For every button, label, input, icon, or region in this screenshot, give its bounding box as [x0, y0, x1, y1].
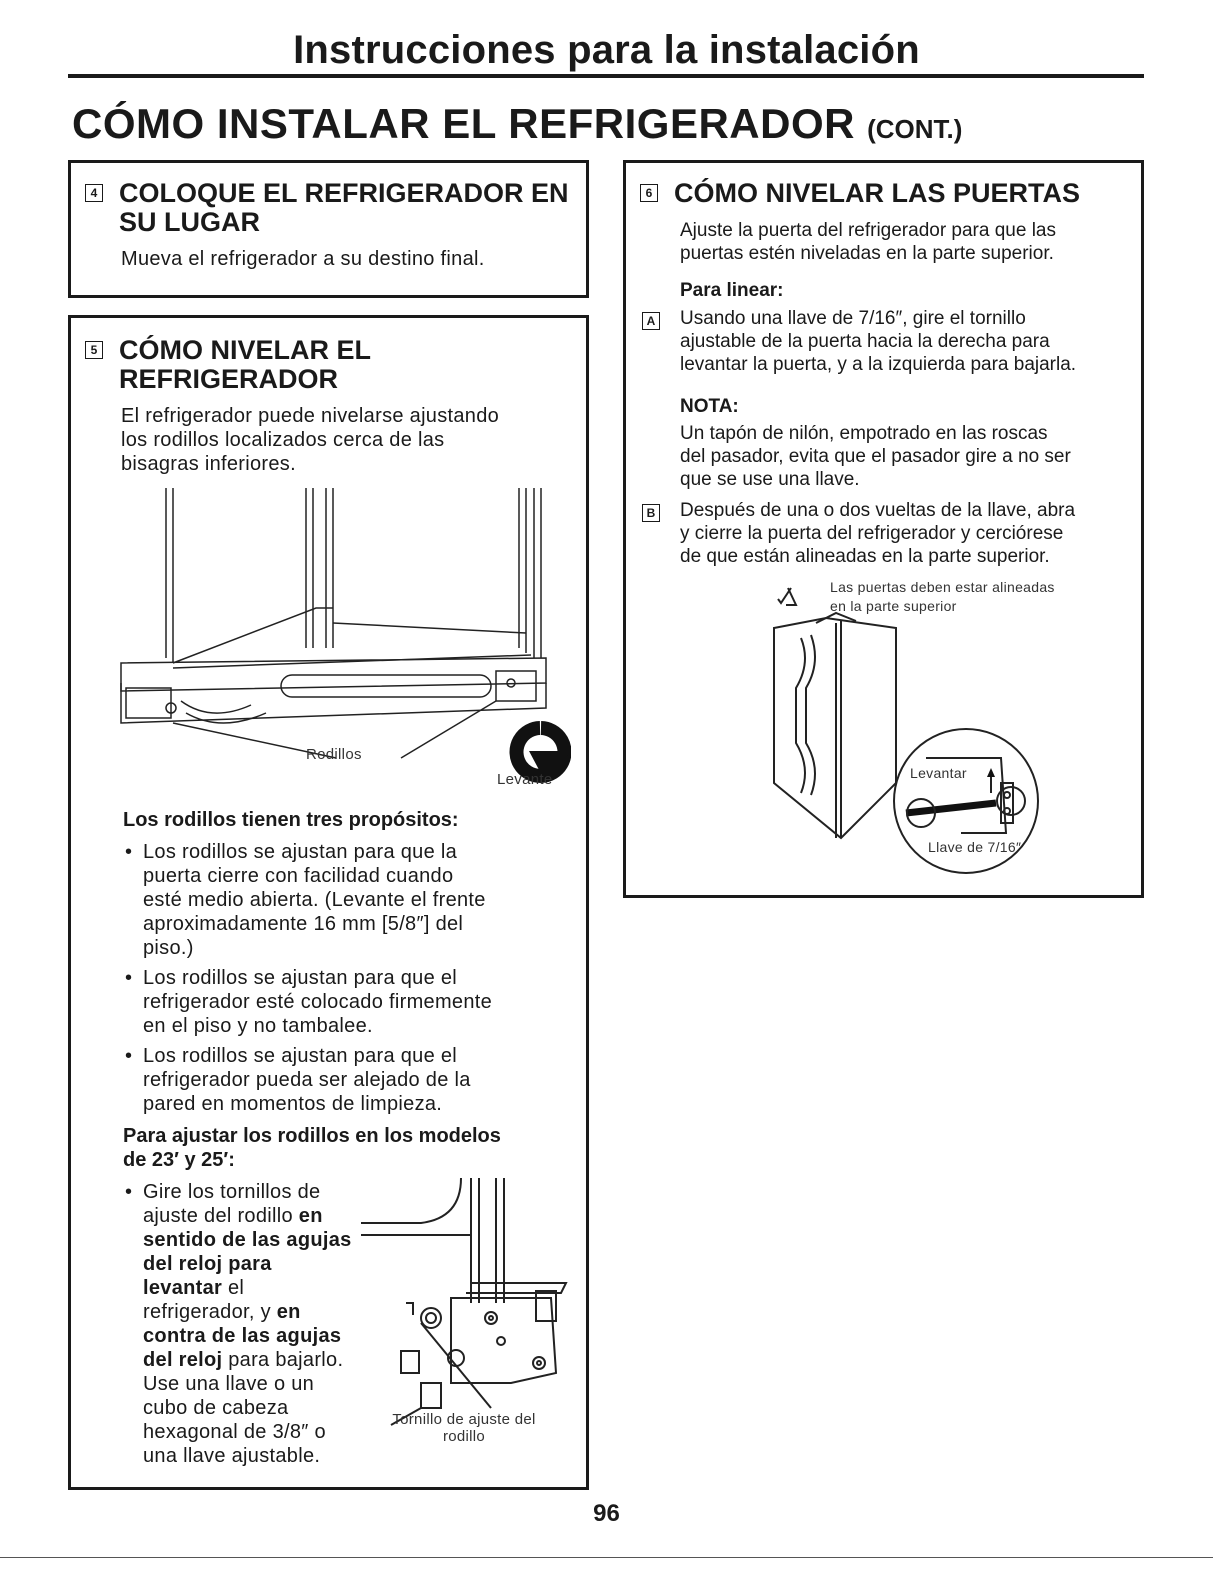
- adjust-l5b: el: [227, 1277, 245, 1299]
- bullet-1-line3: esté medio abierta. (Levante el frente: [143, 889, 486, 911]
- step-6-b-line2: y cierre la puerta del refrigerador y cerciórese: [680, 523, 1064, 544]
- section-title-text: CÓMO INSTALAR EL REFRIGERADOR: [72, 100, 855, 147]
- step-5-intro-line2: los rodillos localizados cerca de las: [121, 429, 445, 451]
- adjust-l3: sentido de las agujas: [143, 1229, 352, 1251]
- adjust-heading-line1: Para ajustar los rodillos en los modelos: [123, 1125, 501, 1147]
- lift-caption: Levante: [497, 771, 553, 788]
- step-4-title-line1: COLOQUE EL REFRIGERADOR EN: [119, 178, 569, 208]
- step-6-a-text: [680, 307, 1076, 376]
- step-4-box: [68, 160, 589, 298]
- aligned-caption-line2: en la parte superior: [830, 598, 957, 614]
- step-6-intro-line1: Ajuste la puerta del refrigerador para que las: [680, 220, 1057, 241]
- bullet-2-line2: refrigerador esté colocado firmemente: [143, 991, 493, 1013]
- bullet-3-line3: pared en momentos de limpieza.: [143, 1093, 443, 1115]
- list-item: [123, 840, 563, 960]
- step-5-intro-line3: bisagras inferiores.: [121, 453, 296, 475]
- step-6-a-line1: Usando una llave de 7/16″, gire el tornillo: [680, 308, 1026, 329]
- adjust-l2: ajuste del rodillo: [143, 1205, 293, 1227]
- step-4-number: 4: [85, 184, 103, 202]
- adjust-l7: contra de las agujas: [143, 1325, 342, 1347]
- roller-screw-illustration: [351, 1173, 576, 1433]
- step-6-b-text: [680, 499, 1075, 568]
- section-title-suffix: (CONT.): [867, 114, 963, 144]
- bullet-1-line4: aproximadamente 16 mm [5/8″] del: [143, 913, 464, 935]
- screw-caption-line2: rodillo: [442, 1428, 486, 1445]
- bullet-1-line5: piso.): [143, 937, 194, 959]
- bullet-1-line2: puerta cierre con facilidad cuando: [143, 865, 454, 887]
- marker-a: A: [642, 312, 660, 330]
- page-header-title: Instrucciones para la instalación: [293, 28, 920, 72]
- list-item: [123, 1180, 383, 1468]
- adjust-l8a: del reloj: [143, 1349, 223, 1371]
- adjust-l10: cubo de cabeza: [143, 1397, 289, 1419]
- page-number: 96: [593, 1500, 620, 1527]
- note-line1: Un tapón de nilón, empotrado en las roscas: [680, 423, 1048, 444]
- purposes-heading: Los rodillos tienen tres propósitos:: [123, 809, 459, 831]
- adjust-l8b: para bajarlo.: [228, 1349, 344, 1371]
- aligned-caption-line1: Las puertas deben estar alineadas: [830, 579, 1055, 595]
- rollers-caption: Rodillos: [306, 746, 362, 763]
- note-heading: NOTA:: [680, 396, 739, 417]
- adjust-l1: Gire los tornillos de: [143, 1181, 321, 1203]
- bullet-3-line2: refrigerador pueda ser alejado de la: [143, 1069, 471, 1091]
- adjust-heading-line2: de 23′ y 25′:: [123, 1149, 235, 1171]
- note-line3: que se use una llave.: [680, 469, 860, 490]
- step-6-a-line2: ajustable de la puerta hacia la derecha para: [680, 331, 1050, 352]
- step-6-intro-line2: puertas estén niveladas en la parte superior.: [680, 243, 1054, 264]
- step-4-title: [85, 179, 569, 237]
- screw-caption: [374, 1411, 554, 1445]
- bullet-1-line1: • Los rodillos se ajustan para que la: [143, 841, 458, 863]
- align-heading: Para linear:: [680, 280, 784, 301]
- raise-caption: Levantar: [910, 765, 967, 781]
- step-6-b-line3: de que están alineadas en la parte superior.: [680, 546, 1050, 567]
- adjust-l12: una llave ajustable.: [143, 1445, 321, 1467]
- wrench-caption: Llave de 7/16″: [928, 839, 1022, 855]
- step-5-intro-line1: El refrigerador puede nivelarse ajustando: [121, 405, 500, 427]
- roller-illustration: [101, 483, 571, 783]
- adjust-l11: hexagonal de 3/8″ o: [143, 1421, 326, 1443]
- bullet-2-line3: en el piso y no tambalee.: [143, 1015, 373, 1037]
- marker-b: B: [642, 504, 660, 522]
- step-6-box: [623, 160, 1144, 898]
- step-6-a-line3: levantar la puerta, y a la izquierda para bajarla.: [680, 354, 1077, 375]
- adjust-l9: Use una llave o un: [143, 1373, 315, 1395]
- step-4-title-line2: SU LUGAR: [119, 207, 260, 237]
- adjust-l6b: en: [276, 1301, 301, 1323]
- door-alignment-illustration: [756, 583, 1046, 883]
- step-5-title-line2: REFRIGERADOR: [119, 364, 339, 394]
- adjust-list: [123, 1180, 383, 1474]
- step-6-number: 6: [640, 184, 658, 202]
- adjust-l4: del reloj para: [143, 1253, 272, 1275]
- bullet-2-line1: • Los rodillos se ajustan para que el: [143, 967, 458, 989]
- list-item: [123, 966, 563, 1038]
- screw-caption-line1: Tornillo de ajuste del: [392, 1411, 536, 1428]
- adjust-l5: levantar: [143, 1277, 223, 1299]
- section-title: [72, 100, 962, 148]
- step-5-title-line1: CÓMO NIVELAR EL: [119, 335, 372, 365]
- step-5-intro: [121, 404, 499, 476]
- step-5-number: 5: [85, 341, 103, 359]
- step-6-intro: [680, 219, 1056, 265]
- adjust-heading: [123, 1124, 501, 1172]
- step-6-b-line1: Después de una o dos vueltas de la llave, abra: [680, 500, 1076, 521]
- note-line2: del pasador, evita que el pasador gire a no ser: [680, 446, 1071, 467]
- note-text: [680, 422, 1071, 491]
- adjust-l2b: en: [298, 1205, 323, 1227]
- footer-rule: [0, 1557, 1213, 1558]
- step-4-body: Mueva el refrigerador a su destino final.: [121, 248, 485, 270]
- step-5-box: [68, 315, 589, 1490]
- step-6-title: [640, 179, 1080, 208]
- bullet-3-line1: • Los rodillos se ajustan para que el: [143, 1045, 458, 1067]
- step-5-title: [85, 336, 371, 394]
- header-rule: [68, 74, 1144, 78]
- list-item: [123, 1044, 563, 1116]
- step-6-title-text: CÓMO NIVELAR LAS PUERTAS: [674, 178, 1081, 208]
- purposes-list: [123, 840, 563, 1122]
- adjust-l6a: refrigerador, y: [143, 1301, 271, 1323]
